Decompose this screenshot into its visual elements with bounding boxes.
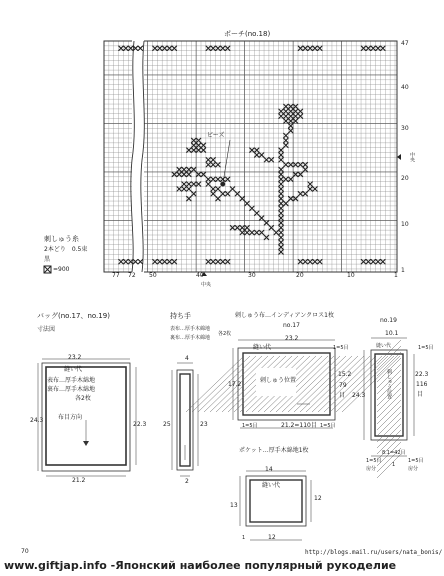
no19-bottom-r1: 1=5目: [408, 458, 424, 464]
no19-margin: 1=5目: [418, 345, 434, 351]
bottom-tick-20: 20: [296, 272, 304, 279]
bag-count: 各2枚: [75, 395, 91, 402]
no19-top-dim: 10.1: [385, 330, 399, 337]
bag-left-dim: 24.3: [30, 417, 44, 424]
right-tick-20: 20: [401, 175, 409, 182]
pocket-left-dim: 13: [230, 502, 238, 509]
pocket-title: ポケット…厚手木綿地1枚: [239, 447, 309, 454]
legend-line1: 2本どり 0.5束: [44, 246, 88, 253]
no19-inner-h3: 目: [417, 391, 424, 398]
legend-line2: 黒: [44, 256, 51, 263]
handle-left-dim: 25: [163, 421, 171, 428]
bag-title: バッグ(no.17、no.19): [37, 312, 110, 320]
bag-right-dim: 22.3: [133, 421, 147, 428]
pocket-right-dim: 12: [314, 495, 322, 502]
bag-grain-arrowhead: [83, 441, 89, 446]
bag-top-dim: 23.2: [68, 354, 82, 361]
bottom-tick-10: 10: [347, 272, 355, 279]
no19-bottom-mid: 1: [392, 462, 396, 468]
cloth-inner-h2: 79: [339, 382, 347, 389]
no19-title: no.19: [380, 317, 397, 324]
no19-seam-label: 縫い代: [376, 343, 392, 349]
cloth-title: 刺しゅう布…インディアンクロス1枚: [235, 312, 334, 319]
handle-bottom-dim: 2: [185, 478, 189, 485]
no19-bottom-r2: 房分: [408, 466, 419, 472]
cloth-bottom-left: 1=5目: [242, 423, 258, 429]
footer-url: http://blogs.mail.ru/users/nata_bonis/: [305, 549, 443, 556]
no19-position: 刺しゅう位置: [386, 369, 392, 399]
bottom-tick-30: 30: [248, 272, 256, 279]
beads-label: ビーズ: [207, 132, 225, 139]
handle-count: 各2枚: [218, 331, 232, 337]
bag-seam-label: 縫い代: [64, 366, 83, 373]
right-tick-40: 40: [401, 84, 409, 91]
right-tick-10: 10: [401, 221, 409, 228]
bag-subtitle: 寸法図: [37, 326, 56, 333]
handle-right-dim: 23: [200, 421, 208, 428]
right-tick-30: 30: [401, 125, 409, 132]
cloth-bottom-right: 1=5目: [320, 423, 336, 429]
cloth-subtitle: no.17: [283, 322, 300, 329]
footer-banner: [0, 557, 444, 576]
no19-inner-h1: 22.3: [415, 371, 429, 378]
legend-line3: =900: [53, 266, 70, 273]
cloth-bottom-mid: 21.2=110目: [281, 422, 317, 429]
bag-fabric1: 表布…厚手木綿地: [47, 377, 96, 384]
right-center-label: 中央: [409, 152, 415, 162]
cloth-top-dim: 23.2: [285, 335, 299, 342]
no19-bottom-dim: 8.1=42目: [382, 450, 406, 456]
pocket-seam-label: 縫い代: [262, 482, 281, 489]
handle-fabric2: 裏布…厚手木綿地: [170, 335, 211, 341]
cloth-inner-h3: 目: [339, 392, 346, 399]
pocket-bottom-side: 1: [242, 535, 246, 541]
legend-title: 刺しゅう糸: [44, 235, 79, 243]
no19-inner-h2: 116: [416, 381, 428, 388]
cloth-left-dim: 17.2: [228, 381, 242, 388]
bag-bottom-dim: 21.2: [72, 477, 86, 484]
cloth-seam-label: 縫い代: [253, 344, 272, 351]
chart-title: ポーチ(no.18): [224, 30, 271, 38]
no19-bottom-l1: 1=5目: [366, 458, 382, 464]
bag-fabric2: 裏布…厚手木綿地: [47, 386, 96, 393]
cloth-margin: 1=5目: [333, 345, 349, 351]
no19-left-dim: 24.3: [352, 392, 366, 399]
cloth-position: 刺しゅう位置: [260, 377, 297, 384]
right-tick-1: 1: [401, 267, 405, 274]
pocket-top-dim: 14: [265, 466, 273, 473]
cloth-inner-h1: 15.2: [338, 371, 352, 378]
bottom-tick-1: 1: [394, 272, 398, 279]
handle-top-dim: 4: [185, 355, 189, 362]
left-tick-72: 72: [128, 272, 136, 279]
footer-banner-text: www.giftjap.info -Японский наиболее популярный рукоделие: [4, 559, 397, 572]
no19-bottom-l2: 房分: [366, 466, 377, 472]
handle-fabric1: 表布…厚手木綿地: [170, 326, 211, 332]
bottom-tick-50: 50: [149, 272, 157, 279]
bag-grain: 布目方向: [58, 414, 83, 421]
bottom-tick-40: 40: [196, 272, 204, 279]
right-tick-47: 47: [401, 40, 409, 47]
pocket-bottom-dim: 12: [268, 534, 276, 541]
bottom-center-label: 中央: [201, 282, 212, 288]
page-number: 70: [21, 548, 29, 555]
left-tick-77: 77: [112, 272, 120, 279]
handle-title: 持ち手: [170, 312, 191, 320]
